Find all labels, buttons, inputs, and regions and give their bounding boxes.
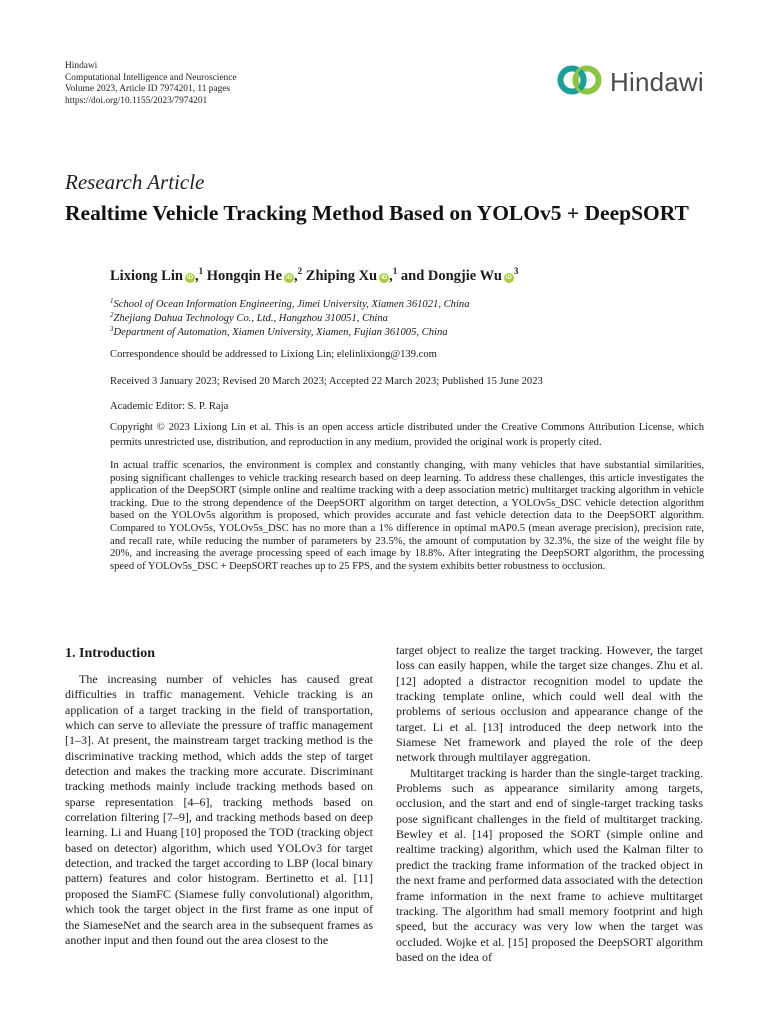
author-name[interactable]: Lixiong Lin — [110, 268, 183, 284]
section-heading: 1. Introduction — [65, 646, 155, 661]
hindawi-logo — [556, 60, 716, 106]
affiliation-number: 2 — [110, 311, 114, 319]
doi-link[interactable]: https://doi.org/10.1155/2023/7974201 — [65, 95, 208, 106]
author-name[interactable]: Dongjie Wu — [427, 268, 502, 284]
author-affiliation-mark: 1 — [392, 266, 398, 276]
abstract-text: In actual traffic scenarios, the environment is complex and constantly changing, with many vehicles that have substantial similarities, posing significant challenges to vehicle tracking research based on deep learning. To address these challenges, this article investigates the application of the DeepSORT (simple online and realtime tracking with a deep association metric) multitarget tracking algorithm in vehicle tracking. Due to the strong dependence of the DeepSORT algorithm on target detection, a YOLOv5s_DSC vehicle detection algorithm based on the YOLOv5s algorithm is proposed, which provides accurate and fast vehicle detection data to the DeepSORT algorithm. Compared to YOLOv5s, YOLOv5s_DSC has no more than a 1% difference in optimal mAP0.5 (mean average precision), precision rate, and recall rate, while reducing the number of parameters by 23.5%, the amount of computation by 32.3%, the size of the weight file by 20%, and increasing the average processing speed of each image by 18.8%. After integrating the DeepSORT algorithm, the processing speed of YOLOv5s_DSC + DeepSORT reaches up to 25 FPS, and the system exhibits better robustness to occlusion. — [110, 460, 704, 572]
affiliation — [110, 297, 470, 310]
affiliation-text: Department of Automation, Xiamen University, Xiamen, Fujian 361005, China — [113, 327, 448, 338]
publisher-name: Hindawi — [65, 61, 98, 71]
author-affiliation-mark: 2 — [297, 266, 303, 276]
author-name[interactable]: Hongqin He — [206, 268, 283, 284]
orcid-icon[interactable]: iD — [505, 275, 512, 281]
author-affiliation-mark: 1 — [198, 266, 204, 276]
affiliation — [110, 325, 448, 338]
logo-wordmark: Hindawi — [610, 67, 704, 97]
author-affiliation-mark: 3 — [513, 266, 519, 276]
copyright-notice: Copyright © 2023 Lixiong Lin et al. This is an open access article distributed under the Creative Commons Attribution License, which permits unrestricted use, distribution, and reproduction in any medium, provided the original work is properly cited. — [110, 422, 704, 449]
affiliation — [110, 311, 388, 324]
orcid-icon[interactable]: iD — [286, 275, 293, 281]
publication-dates: Received 3 January 2023; Revised 20 March 2023; Accepted 22 March 2023; Published 15 June 2023 — [110, 376, 543, 387]
body-paragraph: Multitarget tracking is harder than the single-target tracking. Problems such as appearance similarity among targets, occlusion, and the start and end of single-target tracking tasks pose significant challenges in the field of multitarget tracking. Bewley et al. [14] proposed the SORT (simple online and realtime tracking) algorithm, which used the Kalman filter to predict the tracking frame information of the tracked object in the next frame and performed data associated with the detection frame information in the next frame to achieve multitarget tracking. The algorithm had small memory footprint and high speed, but the accuracy was very low when the target was occluded. Wojke et al. [15] proposed the DeepSORT algorithm based on the idea of — [396, 765, 703, 964]
academic-editor: Academic Editor: S. P. Raja — [110, 401, 229, 412]
author-connector: and — [400, 268, 425, 284]
left-column — [65, 672, 373, 948]
volume-line: Volume 2023, Article ID 7974201, 11 pages — [65, 84, 231, 95]
body-paragraph: The increasing number of vehicles has caused great difficulties in traffic management. Vehicle tracking is an application of a target tracking in the field of transportation, which can serve to alleviate the pressure of traffic management [1–3]. At present, the mainstream target tracking method is the discriminative tracking method, which adds the step of target detection and makes the tracking more accurate. Discriminant tracking methods mainly include tracking methods based on sparse representation [4–6], tracking methods based on correlation filtering [7–9], and tracking methods based on deep learning. Li and Huang [10] proposed the TOD (tracking object based on detector) algorithm, which used YOLOv3 for target detection, and tracked the target according to LBP (local binary pattern) features and color histogram. Bertinetto et al. [11] proposed the SiamFC (Siamese fully convolutional) algorithm, which took the target object in the first frame as one input of the SiameseNet and the search area in the subsequent frames as another input and then found out the area closest to the — [65, 672, 373, 947]
journal-name: Computational Intelligence and Neuroscience — [65, 72, 237, 83]
paper-title: Realtime Vehicle Tracking Method Based on YOLOv5 + DeepSORT — [65, 201, 689, 225]
correspondence: Correspondence should be addressed to Lixiong Lin; elelinlixiong@139.com — [110, 349, 437, 360]
affiliation-text: School of Ocean Information Engineering, Jimei University, Xiamen 361021, China — [113, 299, 470, 310]
hindawi-logo-icon — [556, 60, 604, 100]
orcid-icon[interactable]: iD — [381, 275, 388, 281]
abstract — [110, 460, 704, 573]
affiliation-text: Zhejiang Dahua Technology Co., Ltd., Hangzhou 310051, China — [113, 313, 388, 324]
affiliation-number: 3 — [110, 325, 114, 333]
body-paragraph: target object to realize the target tracking. However, the target loss can easily happen, while the target size changes. Zhu et al. [12] adopted a distractor recognition model to update the tracking template online, which could well deal with the problems of serious occlusion and appearance change of the target. Li et al. [13] introduced the deep network into the Siamese Net framework and played the role of the deep network through multilayer aggregation. — [396, 643, 703, 765]
author-list: Lixiong Lin iD ,$^1$ Hongqin He iD ,$^2$ Zhiping Xu iD ,$^1$ and Dongjie Wu $iD^3$ — [110, 266, 519, 284]
right-column — [396, 643, 703, 965]
journal-header — [65, 61, 237, 107]
article-type: Research Article — [65, 170, 205, 194]
orcid-icon[interactable]: iD — [186, 275, 193, 281]
author-name[interactable]: Zhiping Xu — [305, 268, 378, 284]
affiliation-number: 1 — [110, 297, 114, 305]
